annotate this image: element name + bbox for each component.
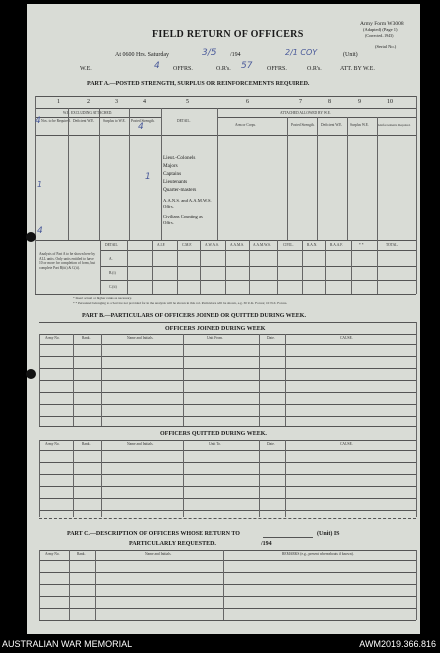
col-head-3: Surplus to W.E. — [103, 119, 126, 123]
dashed-separator — [39, 518, 416, 519]
rule — [183, 334, 184, 426]
punch-hole — [26, 232, 36, 242]
rule — [39, 450, 416, 451]
analysis-note: Analysis of Part A to be shown here by ALL units. Only units entitled to have 10 or more for completion of form, but complete Part B(iii) & C(ii). — [39, 252, 96, 271]
rule — [39, 498, 416, 499]
col-num-1: 1 — [57, 99, 60, 105]
rule — [277, 240, 278, 294]
detail-row-a: A. — [109, 257, 113, 261]
rank-majors: Majors — [163, 163, 178, 169]
handwritten-ors: 57 — [241, 61, 253, 71]
col-num-4: 4 — [143, 99, 146, 105]
col-num-8: 8 — [328, 99, 331, 105]
col-head-7: Posted Strength. — [291, 123, 315, 127]
rule — [351, 240, 352, 294]
rule — [217, 108, 218, 240]
rule — [73, 440, 74, 517]
detail-col-aams: A.A.M.S. — [230, 243, 244, 247]
handwritten-value: 1 — [145, 172, 151, 182]
rule — [416, 96, 417, 240]
rule — [183, 440, 184, 517]
group-left-head: W.E. EXCLUDING ATTACHED. — [63, 111, 113, 115]
rank-aans: A.A.N.S. and A.A.M.W.S. Offrs. — [163, 198, 212, 209]
handwritten-value: 4 — [37, 226, 43, 236]
rule — [416, 322, 417, 517]
rule — [129, 108, 130, 240]
handwritten-value: 4 — [138, 122, 144, 132]
detail-head: DETAIL — [105, 243, 118, 247]
part-c-title: PART C.—DESCRIPTION OF OFFICERS WHOSE RETURN TO — [67, 531, 240, 537]
footnote-1: * Insert actual or higher ranks as necessary. — [73, 296, 132, 300]
col-head-4: Posted Strength. — [131, 119, 155, 123]
rule — [39, 440, 40, 517]
footer-institution: AUSTRALIAN WAR MEMORIAL — [2, 639, 133, 649]
col-head-6: Arm or Corps. — [235, 123, 256, 127]
joined-col-cause: CAUSE. — [340, 336, 353, 340]
rule — [69, 550, 70, 620]
rule — [152, 240, 153, 294]
form-adapted: (Adapted) (Page 1) — [363, 27, 398, 32]
handwritten-value: 1 — [37, 180, 43, 189]
col-head-1: Nos. to be Required. — [41, 119, 71, 123]
c-col-remarks: REMARKS (e.g., present whereabouts if known). — [282, 552, 354, 556]
rank-qm: Quarter-masters — [163, 187, 197, 193]
offrs-label: OFFRS. — [173, 66, 193, 72]
rule — [35, 240, 36, 294]
form-corrected: (Corrected..1943) — [365, 33, 394, 38]
col-num-10: 10 — [387, 99, 393, 105]
rule — [259, 440, 260, 517]
rule — [317, 117, 318, 240]
rule — [249, 240, 250, 294]
footer-bar — [0, 636, 440, 653]
date-line: At 0600 Hrs. Saturday — [115, 52, 169, 58]
rule — [101, 334, 102, 426]
rule — [39, 462, 416, 463]
rule — [39, 440, 416, 441]
rank-lt-col: Lieut.-Colonels — [163, 155, 196, 161]
rule — [377, 117, 378, 240]
form-title: FIELD RETURN OF OFFICERS — [152, 29, 304, 40]
rule — [200, 240, 201, 294]
rule — [39, 334, 416, 335]
rule — [39, 510, 416, 511]
part-c-requested: PARTICULARLY REQUESTED. — [129, 541, 216, 547]
rule — [100, 240, 101, 294]
col-head-2: Deficient W.E. — [73, 119, 95, 123]
ors-label: O.R's. — [216, 66, 231, 72]
detail-col-raaf: R.A.A.F. — [330, 243, 343, 247]
part-b-title: PART B.—PARTICULARS OF OFFICERS JOINED OR QUITTED DURING WEEK. — [82, 313, 306, 319]
quitted-title: OFFICERS QUITTED DURING WEEK. — [160, 431, 267, 437]
rule — [225, 240, 226, 294]
rank-civilians: Civilians Counting as Offrs. — [163, 214, 203, 225]
rule — [39, 486, 416, 487]
footnote-2: * * Personnel belonging to a Service not provided for in the analysis will be shown in this col. Particulars will be shown, e.g. 30 U.K. Forces; 10 N.Z. Forces. — [73, 301, 288, 305]
detail-col-cmf: C.M.F. — [182, 243, 192, 247]
quitted-col-cause: CAUSE. — [340, 442, 353, 446]
detail-col-awas: A.W.A.S. — [205, 243, 219, 247]
rule — [99, 108, 100, 240]
part-a-title: PART A.—POSTED STRENGTH, SURPLUS OR REINFORCEMENTS REQUIRED. — [87, 81, 310, 87]
rule — [39, 344, 416, 345]
rule — [39, 474, 416, 475]
c-col-army-no: Army No. — [45, 552, 60, 556]
joined-col-army-no: Army No. — [45, 336, 60, 340]
rank-captains: Captains — [163, 171, 182, 177]
quitted-col-unit: Unit To. — [209, 442, 221, 446]
handwritten-offrs: 4 — [154, 61, 160, 71]
detail-row-b: B.(i) — [109, 271, 116, 275]
c-col-name: Name and Initials. — [145, 552, 172, 556]
rule — [39, 356, 416, 357]
rule — [73, 334, 74, 426]
rule — [287, 117, 288, 240]
joined-col-unit: Unit From. — [207, 336, 223, 340]
col-head-8: Deficient W.E. — [321, 123, 343, 127]
detail-col-other: * * — [359, 243, 364, 247]
rule — [39, 416, 416, 417]
rule — [416, 550, 417, 620]
rule — [285, 440, 286, 517]
col-head-5: DETAIL. — [177, 119, 191, 123]
rule — [347, 117, 348, 240]
detail-col-aamws: A.A.M.W.S. — [253, 243, 271, 247]
detail-col-total: TOTAL. — [386, 243, 399, 247]
rule — [223, 550, 224, 620]
part-c-unit-is: (Unit) IS — [317, 531, 340, 537]
rule — [35, 294, 416, 295]
rule — [39, 334, 40, 426]
joined-col-name: Name and Initials. — [127, 336, 154, 340]
joined-title: OFFICERS JOINED DURING WEEK — [165, 326, 266, 332]
rule — [100, 280, 416, 281]
col-num-5: 5 — [186, 99, 189, 105]
joined-col-rank: Rank. — [82, 336, 91, 340]
c-col-rank: Rank. — [77, 552, 86, 556]
rule — [101, 440, 102, 517]
rule — [161, 108, 162, 240]
col-num-9: 9 — [358, 99, 361, 105]
col-num-7: 7 — [299, 99, 302, 105]
col-num-6: 6 — [246, 99, 249, 105]
part-c-date: /194 — [261, 541, 272, 547]
date-year: /194 — [230, 52, 241, 58]
ors-label-2: O.R's. — [307, 66, 322, 72]
rule — [68, 108, 69, 240]
rule — [127, 240, 128, 294]
serial-number-label: (Serial No.) — [375, 44, 397, 49]
group-right-head: ATTACHED ALLOWED BY W.E. — [280, 111, 331, 115]
unit-label: (Unit) — [343, 52, 358, 58]
rule — [39, 322, 416, 323]
offrs-label-2: OFFRS. — [267, 66, 287, 72]
quitted-col-date: Date. — [267, 442, 275, 446]
quitted-col-army-no: Army No. — [45, 442, 60, 446]
quitted-col-name: Name and Initials. — [127, 442, 154, 446]
rule — [377, 240, 378, 294]
rule — [100, 250, 416, 251]
rule — [177, 240, 178, 294]
rule — [39, 392, 416, 393]
rule — [416, 240, 417, 294]
col-head-9: Surplus W.E. — [350, 123, 369, 127]
blank-line — [263, 537, 313, 538]
detail-col-civil: CIVIL. — [283, 243, 294, 247]
rule — [39, 620, 416, 621]
rule — [100, 266, 416, 267]
punch-hole — [26, 369, 36, 379]
detail-row-c: C.(ii) — [109, 285, 117, 289]
rule — [35, 108, 416, 109]
quitted-col-rank: Rank. — [82, 442, 91, 446]
col-head-10: Reinforcements Required. — [377, 123, 411, 127]
form-number: Army Form W3008 — [360, 21, 404, 27]
rule — [95, 550, 96, 620]
rank-lieutenants: Lieutenants — [163, 179, 188, 185]
rule — [39, 550, 40, 620]
rule — [302, 240, 303, 294]
footer-accession-number: AWM2019.366.816 — [359, 639, 436, 649]
rule — [35, 117, 161, 118]
handwritten-value: 4 — [35, 116, 41, 126]
col-num-2: 2 — [87, 99, 90, 105]
detail-col-ran: R.A.N. — [307, 243, 318, 247]
col-num-3: 3 — [115, 99, 118, 105]
rule — [39, 368, 416, 369]
rule — [39, 380, 416, 381]
handwritten-unit: 2/1 COY — [285, 48, 318, 57]
rule — [35, 135, 416, 136]
handwritten-date: 3/5 — [202, 48, 217, 58]
joined-col-date: Date. — [267, 336, 275, 340]
rule — [35, 96, 416, 97]
att-label: ATT. BY W.E. — [340, 66, 375, 72]
rule — [325, 240, 326, 294]
we-label: W.E. — [80, 66, 92, 72]
rule — [259, 334, 260, 426]
detail-col-aif: A.I.F. — [157, 243, 166, 247]
form-page — [27, 4, 420, 634]
rule — [39, 426, 416, 427]
rule — [39, 404, 416, 405]
rule — [285, 334, 286, 426]
